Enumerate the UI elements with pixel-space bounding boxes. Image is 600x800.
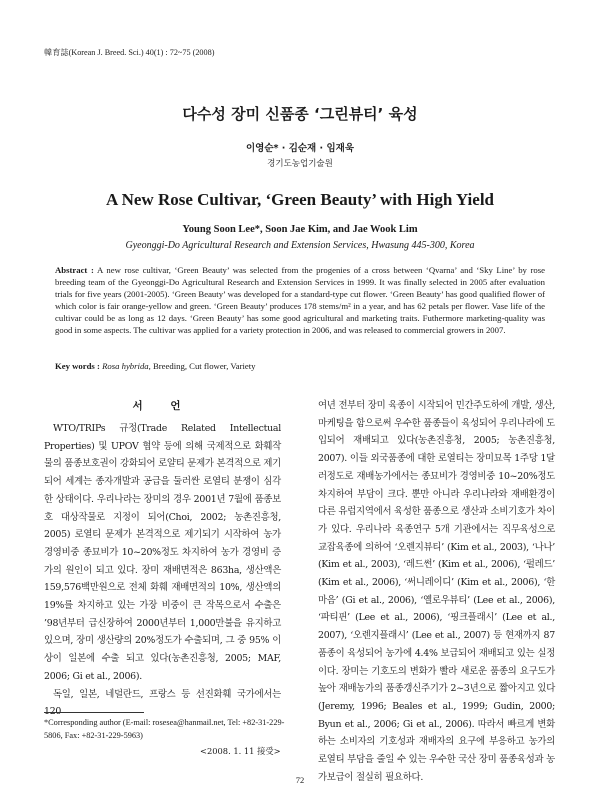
keywords-label: Key words : (55, 361, 100, 371)
footnote-divider (44, 712, 144, 713)
abstract (55, 265, 545, 336)
abstract-label: Abstract : (55, 265, 94, 275)
keywords (55, 361, 545, 371)
english-authors: Young Soon Lee*, Soon Jae Kim, and Jae Wook Lim (182, 224, 418, 235)
page-number: 72 (295, 775, 305, 785)
intro-paragraph-2: 독일, 일본, 네덜란드, 프랑스 등 선진화훼 국가에서는 120 (44, 688, 281, 718)
english-affiliation: Gyeonggi-Do Agricultural Research and Extension Services, Hwasung 445-300, Korea (125, 240, 475, 251)
english-title: A New Rose Cultivar, ‘Green Beauty’ with High Yield (106, 190, 494, 209)
abstract-text: A new rose cultivar, ‘Green Beauty’ was selected from the progenies of a cross between ‘Qvarna’ and ‘Sky Line’ by rose breeding team of the Gyeonggi-Do Agricultural Research and Extension Services in 1999. It was finally selected in 2005 after evaluation trials for five years (2001-2005). ‘Green Beauty’ was developed for a standard-type cut flower. ‘Green Beauty’ has good qualified flower of which color is fair orange-yellow and green. ‘Green Beauty’ produces 178 stems/m² in a year, and has 62 petals per flower. Vase life of the cultivar could be as long as 12 days. ‘Green Beauty’ has some good agricultural and marketing traits. Futhermore marketing-quality was good in some aspects. The cultivar was applied for a variety protection in 2006, and was released to commercial growers in 2007. (55, 265, 545, 335)
korean-affiliation: 경기도농업기술원 (267, 159, 333, 169)
corresponding-author-footnote: *Corresponding author (E-mail: rosesea@hanmail.net, Tel: +82-31-229-5806, Fax: +82-31-229-5963) (44, 718, 285, 740)
journal-header: 韓育誌(Korean J. Breed. Sci.) 40(1) : 72~75 (2008) (44, 48, 215, 57)
keyword-species: Rosa hybrida (102, 361, 149, 371)
korean-authors: 이영순* · 김순재 · 임재욱 (245, 143, 354, 154)
keywords-rest: , Breeding, Cut flower, Variety (148, 361, 256, 371)
section-heading-introduction: 서 언 (132, 400, 193, 412)
left-column (44, 397, 281, 721)
intro-paragraph-1: WTO/TRIPs 규정(Trade Related Intellectual Properties) 및 UPOV 협약 등에 의해 국제적으로 화훼작물의 품종보호권이 강화되어 로얄티 문제가 본격적으로 제기 되어 세계는 종자개발과 공급을 둘러싼 로열티 분쟁이 심각한 상태이다. 우리나라는 장미의 경우 2001년 7월에 품종보호 대상작물로 지정이 되어(Choi, 2002; 농촌진흥청, 2005) 로열티 문제가 본격적으로 제기되기 시작하여 농가 경영비중 종묘비가 10~20%정도 차지하여 농가 경영비 증가의 원인이 되고 있다. 장미 재배면적은 863ha, 생산액은 159,576백만원으로 전체 화훼 재배면적의 10%, 생산액의 19%를 차지하고 있는 가장 비중이 큰 작목으로서 수출은 ’98년부터 급신장하여 2000년부터 1,000만불을 유지하고 있으며, 장미 생산량의 20%정도가 수출되며, 그 중 95% 이상이 일본에 수출 되고 있다(농촌진흥청, 2005; MAF, 2006; Gi et al., 2006). (44, 423, 281, 682)
right-column (318, 397, 555, 786)
received-date: <2008. 1. 11 接受> (200, 746, 281, 756)
intro-paragraph-continued: 여년 전부터 장미 육종이 시작되어 민간주도하에 개발, 생산, 마케팅을 함으로써 우수한 품종들이 육성되어 우리나라에 도입되어 재배되고 있다(농촌진흥청, 2005; 농촌진흥청, 2007). 이들 외국품종에 대한 로열티는 장미묘목 1주당 1달러정도로 재배농가에서는 종묘비가 경영비중 10~20%정도 차지하여 부담이 크다. 뿐만 아니라 우리나라와 재배환경이 다른 유럽지역에서 육성한 품종으로 생산과 소비기호가 차이가 있다. 우리나라 육종연구 5개 기관에서는 직무육성으로 교잡육종에 의하여 ‘오렌지뷰티’ (Kim et al., 2003), ‘나나’ (Kim et al., 2003), ‘레드썬’ (Kim et al., 2006), ‘펄레드’ (Kim et al., 2006), ‘써니레이디’ (Kim et al., 2006), ‘한마음’ (Gi et al., 2006), ‘옐로우뷰티’ (Lee et al., 2006), ‘파티핀’ (Lee et al., 2006), ‘핑크플래시’ (Lee et al., 2007), ‘오렌지플래시’ (Lee et al., 2007) 등 현재까지 87품종이 육성되어 농가에 4.4% 보급되어 재배되고 있는 실정이다. 장미는 기호도의 변화가 빨라 새로운 품종의 요구도가 높아 재배농가의 품종갱신주기가 2~3년으로 짧아지고 있다(Jeremy, 1996; Beales et al., 1999; Gudin, 2000; Byun et al., 2006; Gi et al., 2006). 따라서 빠르게 변화하는 소비자의 기호성과 재배자의 요구에 부응하고 농가의 로열티 부담을 줄일 수 있는 우수한 국산 장미 품종육성과 농가보급이 절실히 필요하다. (318, 400, 555, 783)
korean-title: 다수성 장미 신품종 ‘그린뷰티’ 육성 (182, 105, 418, 123)
